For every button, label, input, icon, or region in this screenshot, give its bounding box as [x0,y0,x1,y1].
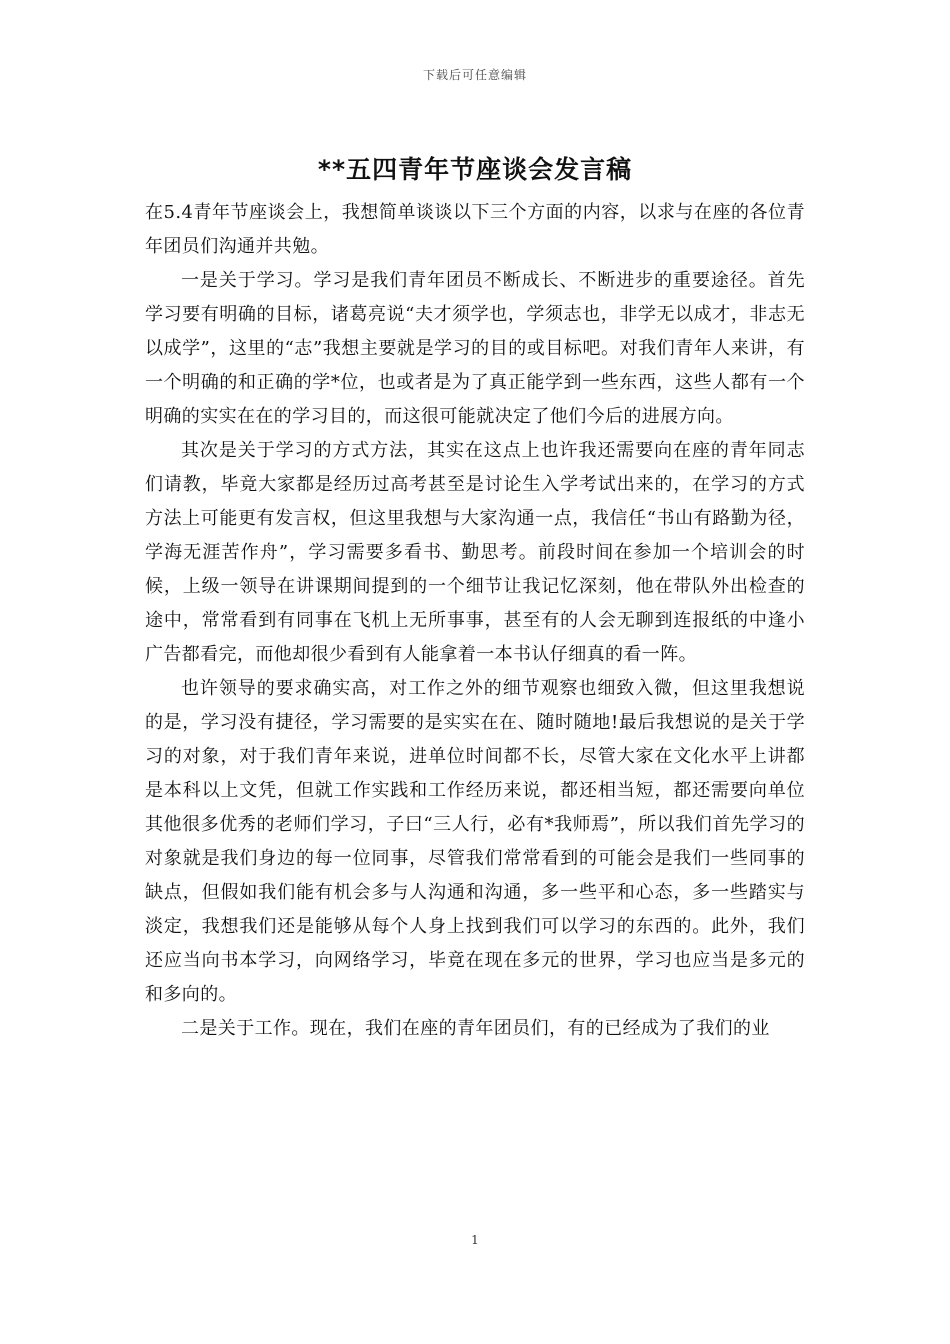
paragraph-learning-objects: 也许领导的要求确实高，对工作之外的细节观察也细致入微，但这里我想说的是，学习没有捷径，学习需要的是实实在在、随时随地!最后我想说的是关于学习的对象，对于我们青年来说，进单位时间都不长，尽管大家在文化水平上讲都是本科以上文凭，但就工作实践和工作经历来说，都还相当短，都还需要向单位其他很多优秀的老师们学习，子曰“三人行，必有*我师焉”，所以我们首先学习的对象就是我们身边的每一位同事，尽管我们常常看到的可能会是我们一些同事的缺点，但假如我们能有机会多与人沟通和沟通，多一些平和心态，多一些踏实与淡定，我想我们还是能够从每个人身上找到我们可以学习的东西的。此外，我们还应当向书本学习，向网络学习，毕竟在现在多元的世界，学习也应当是多元的和多向的。 [145,678,805,1005]
paragraph-study: 一是关于学习。学习是我们青年团员不断成长、不断进步的重要途径。首先学习要有明确的目标，诸葛亮说“夫才须学也，学须志也，非学无以成才，非志无以成学”，这里的“志”我想主要就是学习的目的或目标吧。对我们青年人来讲，有一个明确的和正确的学*位，也或者是为了真正能学到一些东西，这些人都有一个明确的实实在在的学习目的，而这很可能就决定了他们今后的进展方向。 [145,270,805,427]
paragraph-intro: 在5.4青年节座谈会上，我想简单谈谈以下三个方面的内容，以求与在座的各位青年团员们沟通并共勉。 [145,202,805,257]
page-number: 1 [471,1233,479,1247]
paragraph-work: 二是关于工作。现在，我们在座的青年团员们，有的已经成为了我们的业 [181,1018,770,1039]
document-title: **五四青年节座谈会发言稿 [317,155,633,184]
page-header: 下载后可任意编辑 [422,68,527,82]
document-body [145,196,805,1046]
paragraph-methods: 其次是关于学习的方式方法，其实在这点上也许我还需要向在座的青年同志们请教，毕竟大家都是经历过高考甚至是讨论生入学考试出来的，在学习的方式方法上可能更有发言权，但这里我想与大家沟通一点，我信任“书山有路勤为径，学海无涯苦作舟”，学习需要多看书、勤思考。前段时间在参加一个培训会的时候，上级一领导在讲课期间提到的一个细节让我记忆深刻，他在带队外出检查的途中，常常看到有同事在飞机上无所事事，甚至有的人会无聊到连报纸的中逢小广告都看完，而他却很少看到有人能拿着一本书认仔细真的看一阵。 [145,440,805,665]
